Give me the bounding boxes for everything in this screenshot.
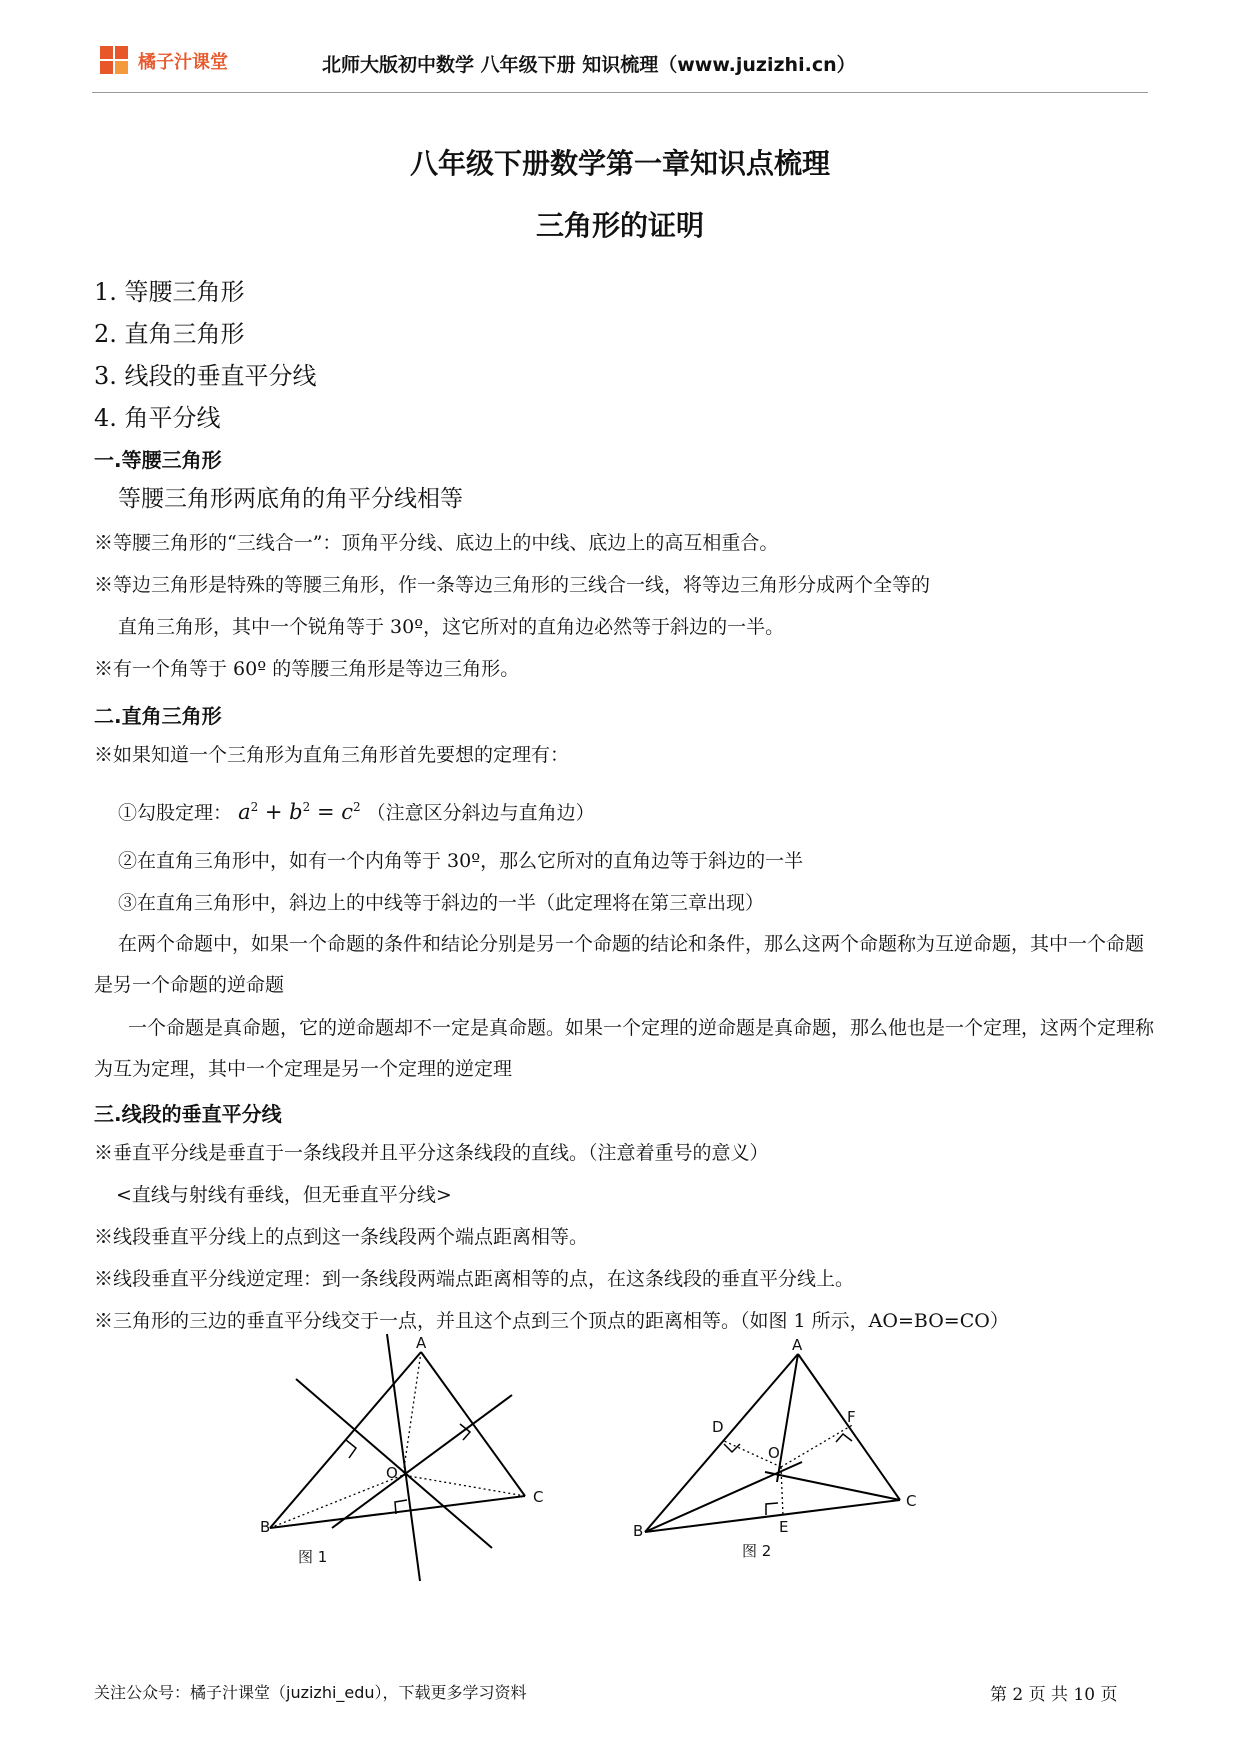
footer-promo: 关注公众号：橘子汁课堂（juzizhi_edu），下载更多学习资料 bbox=[94, 1683, 527, 1702]
sec3-line4: ※线段垂直平分线逆定理：到一条线段两端点距离相等的点，在这条线段的垂直平分线上。 bbox=[94, 1268, 855, 1290]
sec3-line5: ※三角形的三边的垂直平分线交于一点，并且这个点到三个顶点的距离相等。（如图 1 所示，AO=BO=CO） bbox=[94, 1310, 1009, 1332]
sec1-line3a: ※等边三角形是特殊的等腰三角形，作一条等边三角形的三线合一线，将等边三角形分成两个全等的 bbox=[94, 574, 931, 596]
fig1-caption: 图 1 bbox=[298, 1548, 328, 1566]
toc-item-3: 3. 线段的垂直平分线 bbox=[94, 362, 317, 390]
toc-item-4: 4. 角平分线 bbox=[94, 404, 221, 432]
page-title: 八年级下册数学第一章知识点梳理 bbox=[409, 147, 830, 180]
item1-note: （注意区分斜边与直角边） bbox=[366, 802, 595, 824]
fig2-label-o: O bbox=[768, 1444, 780, 1462]
sec2-para1: 在两个命题中，如果一个命题的条件和结论分别是另一个命题的结论和条件，那么这两个命题称为互逆命题，其中一个命题是另一个命题的逆命题 bbox=[94, 933, 1145, 996]
fig2-label-d: D bbox=[712, 1418, 724, 1436]
sec2-para2: 一个命题是真命题，它的逆命题却不一定是真命题。如果一个定理的逆命题是真命题，那么他也是一个定理，这两个定理称为互为定理，其中一个定理是另一个定理的逆定理 bbox=[94, 1017, 1155, 1080]
fig1-label-o: O bbox=[386, 1464, 398, 1482]
page-number: 第 2 页 共 10 页 bbox=[990, 1685, 1118, 1705]
fig1-label-c: C bbox=[533, 1488, 544, 1506]
fig1-label-b: B bbox=[260, 1518, 271, 1536]
page-subtitle: 三角形的证明 bbox=[535, 209, 704, 242]
toc-item-2: 2. 直角三角形 bbox=[94, 320, 245, 348]
sec2-item2: ②在直角三角形中，如有一个内角等于 30º，那么它所对的直角边等于斜边的一半 bbox=[118, 850, 804, 872]
section-heading-perpendicular-bisector: 三.线段的垂直平分线 bbox=[94, 1102, 282, 1126]
pythagorean-formula: $a^2 + b^2 = c^2$ bbox=[238, 800, 361, 824]
section-heading-isosceles: 一.等腰三角形 bbox=[94, 448, 222, 472]
sec3-line2: <直线与射线有垂线，但无垂直平分线> bbox=[116, 1184, 452, 1206]
section-heading-right-triangle: 二.直角三角形 bbox=[94, 704, 222, 728]
sec3-line3: ※线段垂直平分线上的点到这一条线段两个端点距离相等。 bbox=[94, 1226, 589, 1248]
fig2-label-e: E bbox=[779, 1518, 789, 1536]
sec2-item3: ③在直角三角形中，斜边上的中线等于斜边的一半（此定理将在第三章出现） bbox=[118, 892, 765, 914]
toc-item-1: 1. 等腰三角形 bbox=[94, 278, 245, 306]
sec1-line1: 等腰三角形两底角的角平分线相等 bbox=[118, 486, 463, 512]
fig2-label-c: C bbox=[906, 1492, 917, 1510]
sec3-line1: ※垂直平分线是垂直于一条线段并且平分这条线段的直线。（注意着重号的意义） bbox=[94, 1142, 769, 1164]
fig1-label-a: A bbox=[416, 1334, 427, 1352]
sec1-line3b: 直角三角形，其中一个锐角等于 30º，这它所对的直角边必然等于斜边的一半。 bbox=[118, 616, 785, 638]
fig2-label-f: F bbox=[847, 1408, 856, 1426]
logo-text: 橘子汁课堂 bbox=[138, 52, 228, 73]
sec2-line1: ※如果知道一个三角形为直角三角形首先要想的定理有： bbox=[94, 744, 570, 766]
fig2-caption: 图 2 bbox=[742, 1542, 772, 1560]
item1-prefix: ①勾股定理： bbox=[118, 802, 233, 824]
fig2-label-b: B bbox=[633, 1522, 644, 1540]
sec1-line2: ※等腰三角形的“三线合一”：顶角平分线、底边上的中线、底边上的高互相重合。 bbox=[94, 532, 779, 554]
sec1-line4: ※有一个角等于 60º 的等腰三角形是等边三角形。 bbox=[94, 658, 520, 680]
header-title: 北师大版初中数学 八年级下册 知识梳理（www.juzizhi.cn） bbox=[322, 54, 856, 76]
fig2-label-a: A bbox=[792, 1336, 803, 1354]
